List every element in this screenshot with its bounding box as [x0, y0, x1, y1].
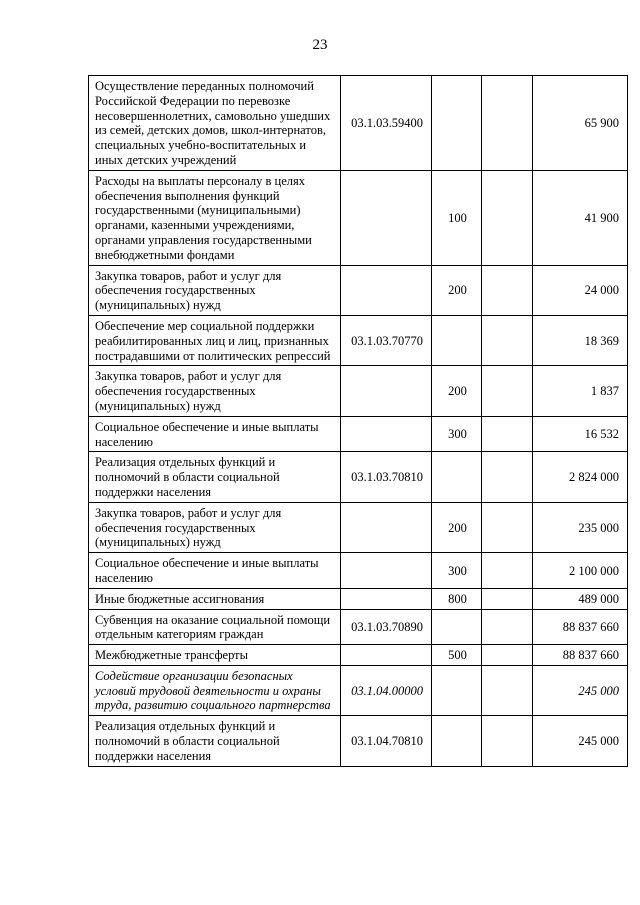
row-amount-cell: 16 532: [533, 416, 628, 452]
row-empty-cell: [482, 716, 533, 766]
row-name-cell: Содействие организации безопасных условий трудовой деятельности и охраны труда, развитию социального партнерства: [89, 665, 341, 715]
table-row: [89, 553, 628, 589]
row-amount-cell: 2 100 000: [533, 553, 628, 589]
table-row: [89, 265, 628, 315]
row-type-cell: [432, 716, 482, 766]
row-code-cell: [341, 588, 432, 609]
row-name-cell: Закупка товаров, работ и услуг для обеспечения государственных (муниципальных) нужд: [89, 366, 341, 416]
row-type-cell: 200: [432, 265, 482, 315]
row-code-cell: [341, 502, 432, 552]
row-code-cell: 03.1.03.70810: [341, 452, 432, 502]
row-code-cell: [341, 416, 432, 452]
row-type-cell: 500: [432, 645, 482, 666]
row-code-cell: 03.1.03.70770: [341, 315, 432, 365]
row-code-cell: [341, 366, 432, 416]
row-empty-cell: [482, 452, 533, 502]
row-type-cell: 300: [432, 416, 482, 452]
row-code-cell: 03.1.03.70890: [341, 609, 432, 645]
row-name-cell: Социальное обеспечение и иные выплаты населению: [89, 553, 341, 589]
row-empty-cell: [482, 416, 533, 452]
row-type-cell: 200: [432, 502, 482, 552]
row-amount-cell: 41 900: [533, 170, 628, 265]
row-amount-cell: 245 000: [533, 716, 628, 766]
row-empty-cell: [482, 366, 533, 416]
row-code-cell: [341, 170, 432, 265]
row-amount-cell: 65 900: [533, 76, 628, 171]
row-name-cell: Реализация отдельных функций и полномочий в области социальной поддержки населения: [89, 716, 341, 766]
row-code-cell: [341, 645, 432, 666]
row-code-cell: 03.1.04.00000: [341, 665, 432, 715]
row-name-cell: Закупка товаров, работ и услуг для обеспечения государственных (муниципальных) нужд: [89, 265, 341, 315]
row-name-cell: Социальное обеспечение и иные выплаты населению: [89, 416, 341, 452]
row-amount-cell: 88 837 660: [533, 645, 628, 666]
row-empty-cell: [482, 265, 533, 315]
row-empty-cell: [482, 588, 533, 609]
table-row: [89, 609, 628, 645]
table-row: [89, 452, 628, 502]
row-amount-cell: 2 824 000: [533, 452, 628, 502]
row-amount-cell: 18 369: [533, 315, 628, 365]
row-name-cell: Межбюджетные трансферты: [89, 645, 341, 666]
row-empty-cell: [482, 665, 533, 715]
table-row: [89, 315, 628, 365]
row-type-cell: [432, 76, 482, 171]
row-empty-cell: [482, 315, 533, 365]
row-type-cell: [432, 452, 482, 502]
row-name-cell: Реализация отдельных функций и полномочий в области социальной поддержки населения: [89, 452, 341, 502]
row-empty-cell: [482, 502, 533, 552]
row-type-cell: [432, 665, 482, 715]
row-code-cell: [341, 553, 432, 589]
row-name-cell: Субвенция на оказание социальной помощи отдельным категориям граждан: [89, 609, 341, 645]
row-amount-cell: 88 837 660: [533, 609, 628, 645]
row-type-cell: 200: [432, 366, 482, 416]
row-code-cell: [341, 265, 432, 315]
row-empty-cell: [482, 553, 533, 589]
row-amount-cell: 235 000: [533, 502, 628, 552]
row-type-cell: [432, 609, 482, 645]
row-name-cell: Иные бюджетные ассигнования: [89, 588, 341, 609]
table-row: [89, 416, 628, 452]
row-name-cell: Расходы на выплаты персоналу в целях обеспечения выполнения функций государственными (муниципальными) органами, казенными учреждениями, органами управления государственными внебюджетными фондами: [89, 170, 341, 265]
row-type-cell: [432, 315, 482, 365]
row-name-cell: Осуществление переданных полномочий Российской Федерации по перевозке несовершеннолетних, самовольно ушедших из семей, детских домов, школ-интернатов, специальных учебно-воспитательных и иных детских учреждений: [89, 76, 341, 171]
table-row: [89, 716, 628, 766]
table-row: [89, 588, 628, 609]
row-empty-cell: [482, 76, 533, 171]
row-type-cell: 100: [432, 170, 482, 265]
table-row: [89, 502, 628, 552]
row-type-cell: 300: [432, 553, 482, 589]
budget-table: [88, 75, 628, 767]
row-amount-cell: 245 000: [533, 665, 628, 715]
row-name-cell: Обеспечение мер социальной поддержки реабилитированных лиц и лиц, признанных пострадавшими от политических репрессий: [89, 315, 341, 365]
table-row: [89, 366, 628, 416]
row-empty-cell: [482, 609, 533, 645]
page-number: 23: [312, 37, 328, 53]
row-type-cell: 800: [432, 588, 482, 609]
row-empty-cell: [482, 645, 533, 666]
row-code-cell: 03.1.03.59400: [341, 76, 432, 171]
table-row: [89, 170, 628, 265]
table-row: [89, 645, 628, 666]
row-amount-cell: 1 837: [533, 366, 628, 416]
row-name-cell: Закупка товаров, работ и услуг для обеспечения государственных (муниципальных) нужд: [89, 502, 341, 552]
table-row: [89, 665, 628, 715]
row-amount-cell: 24 000: [533, 265, 628, 315]
row-amount-cell: 489 000: [533, 588, 628, 609]
row-code-cell: 03.1.04.70810: [341, 716, 432, 766]
budget-table-body: [89, 76, 628, 767]
table-row: [89, 76, 628, 171]
row-empty-cell: [482, 170, 533, 265]
